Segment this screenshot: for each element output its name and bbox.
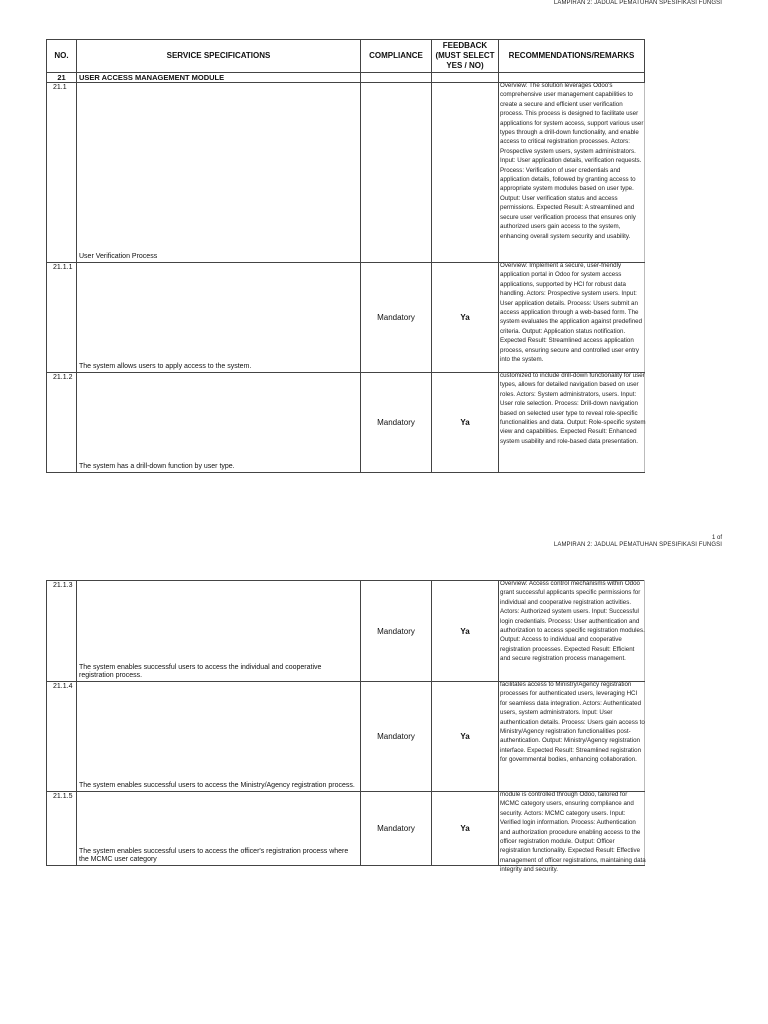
header-remarks: RECOMMENDATIONS/REMARKS xyxy=(499,40,645,73)
remarks-text: Overview: The solution leverages Odoo's comprehensive user management capabilities to create a secure and efficient user verification process. This process is designed to facilitate user applications for system access, support various user types through a drill-down functionality, and enable access to critical registration processes. Actors: Prospective system users, system administrators. Input: User application details, verification requests. Process: Verification of user credentials and application details, followed by granting access to appropriate system modules based on user type. Output: User verification status and access permissions. Expected Result: A streamlined and secure user verification process that ensures only authorized users gain access to the system, enhancing overall system security and usability. xyxy=(500,82,644,240)
compliance-cell: Mandatory xyxy=(361,682,432,792)
compliance-cell: Mandatory xyxy=(361,792,432,866)
header-service-specifications: SERVICE SPECIFICATIONS xyxy=(77,40,361,73)
remarks-cell xyxy=(499,791,646,874)
table-header-row xyxy=(47,40,645,73)
spec-text: The system allows users to apply access to the system. xyxy=(79,363,252,370)
row-number: 21.1.3 xyxy=(47,581,77,682)
compliance-table-page-2 xyxy=(46,580,646,874)
feedback-cell: Ya xyxy=(432,263,499,373)
spec-cell xyxy=(77,373,361,473)
spec-cell xyxy=(77,792,361,866)
compliance-cell xyxy=(361,83,432,263)
header-feedback: FEEDBACK (MUST SELECT YES / NO) xyxy=(432,40,499,73)
header-no: NO. xyxy=(47,40,77,73)
spec-cell xyxy=(77,682,361,792)
spec-text: The system enables successful users to access the Ministry/Agency registration process. xyxy=(79,782,355,789)
row-number: 21.1.2 xyxy=(47,373,77,473)
empty-cell xyxy=(432,73,499,83)
remarks-text: module is controlled through Odoo, tailored for MCMC category users, ensuring compliance and security. Actors: MCMC category users. Input: Verified login information. Process: Authentication and authorization procedure enabling access to the officer registration module. Output: Officer registration functionality. Expected Result: Effective management of officer registrations, maintaining data integrity and security. xyxy=(500,791,646,874)
compliance-cell: Mandatory xyxy=(361,581,432,682)
feedback-cell: Ya xyxy=(432,373,499,473)
table-row xyxy=(47,83,645,263)
remarks-text: customized to include drill-down functionality for user types, allows for detailed navigation based on user roles. Actors: System administrators, users. Input: User role selection. Process: Drill-down navigation based on selected user type to reveal role-specific functionalities and data. Output: Role-specific system view and capabilities. Expected Result: Enhanced system usability and role-based data presentation. xyxy=(500,372,646,445)
spec-cell xyxy=(77,83,361,263)
table-row xyxy=(47,581,645,682)
spec-text: The system enables successful users to access the individual and cooperative registration process. xyxy=(79,664,322,679)
page-number: 1 of xyxy=(711,535,722,541)
table-row xyxy=(47,682,645,792)
page-header-title: LAMPIRAN 2: JADUAL PEMATUHAN SPESIFIKASI FUNGSI xyxy=(553,542,722,548)
compliance-table-page-1 xyxy=(46,39,645,473)
spec-text: User Verification Process xyxy=(79,253,158,260)
table-row xyxy=(47,263,645,373)
row-number: 21.1.5 xyxy=(47,792,77,866)
remarks-text: facilitates access to Ministry/Agency registration processes for authenticated users, leveraging HCI for seamless data integration. Actors: Authenticated users, system administrators. Input: User authentication details. Process: Users gain access to Ministry/Agency registration functionalities post-authentication. Output: Ministry/Agency registration interface. Expected Result: Streamlined registration for governmental bodies, enhancing collaboration. xyxy=(500,681,645,764)
table-row xyxy=(47,792,645,866)
spec-text: The system enables successful users to access the officer's registration process where the MCMC user category xyxy=(79,848,349,863)
header-compliance: COMPLIANCE xyxy=(361,40,432,73)
remarks-cell xyxy=(499,83,645,263)
row-number: 21.1.1 xyxy=(47,263,77,373)
feedback-cell: Ya xyxy=(432,581,499,682)
row-number: 21.1.4 xyxy=(47,682,77,792)
remarks-text: Overview: Access control mechanisms within Odoo grant successful applicants specific permissions for individual and cooperative registration activities. Actors: Authorized system users. Input: Successful login credentials. Process: User authentication and authorization to access specific registration modules. Output: Access to individual and cooperative registration processes. Expected Result: Efficient and secure registration process management. xyxy=(500,580,645,663)
remarks-cell xyxy=(499,581,645,682)
spec-cell xyxy=(77,263,361,373)
remarks-cell xyxy=(499,263,645,373)
remarks-text: Overview: Implement a secure, user-friendly application portal in Odoo for system access applications, supported by HCI for robust data handling. Actors: Prospective system users. Input: User application details. Process: Users submit an access application through a web-based form. The system evaluates the application against predefined criteria. Output: Application status notification. Expected Result: Streamlined access application process, ensuring secure and controlled user entry into the system. xyxy=(500,262,643,364)
feedback-cell: Ya xyxy=(432,682,499,792)
feedback-cell xyxy=(432,83,499,263)
compliance-cell: Mandatory xyxy=(361,263,432,373)
spec-cell xyxy=(77,581,361,682)
remarks-cell xyxy=(499,373,645,473)
table-row xyxy=(47,373,645,473)
row-number: 21.1 xyxy=(47,83,77,263)
page-header-title: LAMPIRAN 2: JADUAL PEMATUHAN SPESIFIKASI FUNGSI xyxy=(553,0,722,6)
remarks-cell xyxy=(499,682,645,792)
module-title: USER ACCESS MANAGEMENT MODULE xyxy=(77,73,361,83)
compliance-cell: Mandatory xyxy=(361,373,432,473)
module-number: 21 xyxy=(47,73,77,83)
empty-cell xyxy=(361,73,432,83)
feedback-cell: Ya xyxy=(432,792,499,866)
spec-text: The system has a drill-down function by user type. xyxy=(79,463,235,470)
